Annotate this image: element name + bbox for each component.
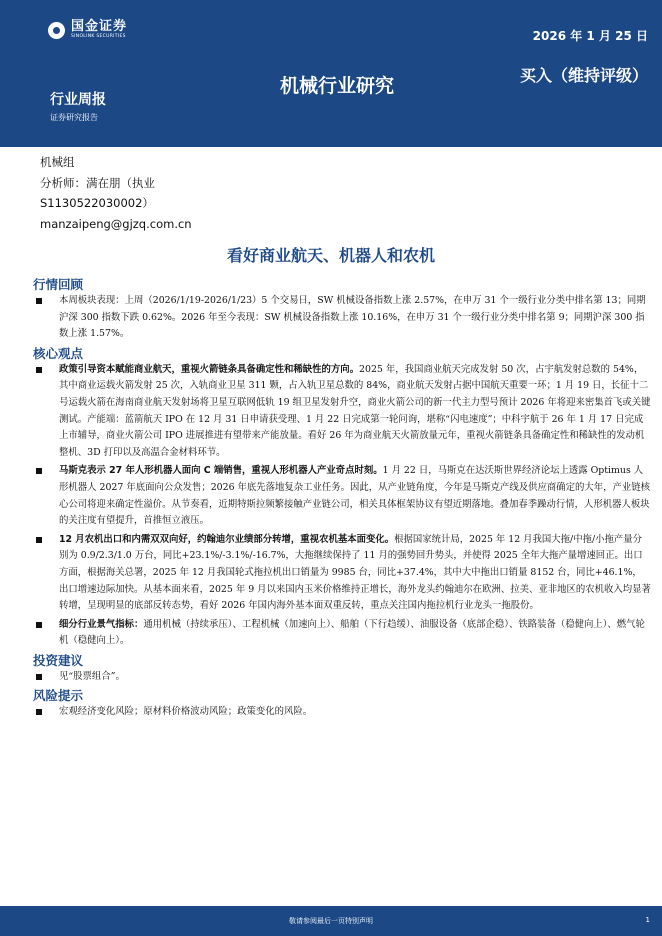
rating-badge: 买入（维持评级） <box>519 66 648 85</box>
view-item-indicators <box>33 617 651 650</box>
logo-name: 国金证券 <box>71 19 128 34</box>
logo-english-name: SINOLINK SECURITIES <box>71 34 126 39</box>
bullet-square-icon <box>36 367 42 373</box>
analyst-group: 机械组 <box>40 155 75 169</box>
report-body <box>33 276 651 721</box>
section-heading-advice: 投资建议 <box>33 652 84 668</box>
bullet-square-icon <box>36 298 42 304</box>
report-header <box>0 0 662 147</box>
analyst-name: 分析师：满在朋（执业 <box>40 175 155 190</box>
logo-circle-icon <box>48 22 65 39</box>
report-headline: 看好商业航天、机器人和农机 <box>226 246 435 265</box>
bullet-square-icon <box>36 709 42 715</box>
view-item-text: 1 月 22 日，马斯克在达沃斯世界经济论坛上透露 Optimus 人形机器人 2027 年底面向公众发售；2026 年底先落地复杂工业任务。因此，从产业链角度，今年是马斯克产线及供应商确定的大年，产业链核心公司将迎来确定性溢价。从节奏看，近期特斯拉频繁接触产业链公司，相关具体框架协议有望近期落地。叠加春季躁动行情，人形机器人板块的关注度有望提升，首推恒立液压。 <box>59 465 651 527</box>
view-item-text: 2025 年，我国商业航天完成发射 50 次，占宇航发射总数的 54%，其中商业运载火箭发射 25 次，入轨商业卫星 311 颗，占入轨卫星总数的 84%，商业航天发射占据中国航天重要一环；1 月 19 日，长征十二号运载火箭在海南商业航天发射场将卫星互联网低轨 19 组卫星发射升空，商业火箭公司的新一代主力型号预计 2026 年将迎来密集首飞或关键测试。产能端：蓝箭航天 IPO 在 12 月 31 日申请获受理、1 月 22 日完成第一轮问询，堪称“闪电速度”；中科宇航于 26 年 1 月 17 日完成上市辅导，商业火箭公司 IPO 进展推进有望带来产能放量。看好 26 年为商业航天火箭放量元年，重视火箭链条具备确定性和稀缺性的发动机整机、3D 打印以及高温合金材料环节。 <box>59 363 651 458</box>
footer-disclaimer: 敬请参阅最后一页特别声明 <box>289 917 373 925</box>
advice-paragraph: 见“股票组合”。 <box>33 669 651 686</box>
view-item-text: 根据国家统计局，2025 年 12 月我国大拖/中拖/小拖产量分别为 0.9/2.3/1.0 万台，同比+23.1%/-3.1%/-16.7%，大拖继续保持了 11 月的强势回升势头，并使得 2025 全年大拖产量增速回正。出口方面，根据海关总署，2025 年 12 月我国轮式拖拉机出口销量为 9985 台，同比+37.4%，其中大中拖出口销量 8152 台，同比+46.1%，出口增速边际加快。从基本面来看，2025 年 9 月以来国内玉米价格维持正增长，海外龙头约翰迪尔在欧洲、拉美、亚非地区的农机收入均显著转增，呈现明显的底部反转态势，看好 2026 年国内海外基本面双重反转，重点关注国内拖拉机行业龙头一拖股份。 <box>59 533 651 612</box>
report-subtype: 证券研究报告 <box>50 113 98 122</box>
report-date: 2026 年 1 月 25 日 <box>532 29 648 43</box>
page-number: 1 <box>645 916 650 924</box>
view-item-lead: 12 月农机出口和内需双双向好，约翰迪尔业绩部分转增，重视农机基本面变化。 <box>59 533 395 545</box>
bullet-square-icon <box>36 674 42 680</box>
report-type: 行业周报 <box>50 92 106 108</box>
analyst-info <box>40 152 192 234</box>
review-paragraph: 本周板块表现：上周（2026/1/19-2026/1/23）5 个交易日，SW 机械设备指数上涨 2.57%，在申万 31 个一级行业分类中排名第 13；同期沪深 300 指数下跌 0.62%。2026 年至今表现：SW 机械设备指数上涨 10.16%，在申万 31 个一级行业分类中排名第 9；同期沪深 300 指数上涨 1.57%。 <box>33 293 651 343</box>
bullet-square-icon <box>36 622 42 628</box>
view-item-robot <box>33 463 651 529</box>
analyst-license: S1130522030002） <box>40 196 154 210</box>
view-item-lead: 细分行业景气指标： <box>59 618 144 630</box>
report-title: 机械行业研究 <box>280 75 395 97</box>
section-heading-risk: 风险提示 <box>33 688 84 704</box>
section-heading-views: 核心观点 <box>33 345 84 361</box>
bullet-square-icon <box>36 537 42 543</box>
view-item-text: 通用机械（持续承压）、工程机械（加速向上）、船舶（下行趋缓）、油服设备（底部企稳）、铁路装备（稳健向上）、燃气轮机（稳健向上）。 <box>59 618 645 647</box>
view-item-aerospace <box>33 362 651 462</box>
company-logo <box>48 20 127 40</box>
view-item-lead: 政策引导资本赋能商业航天，重视火箭链条具备确定性和稀缺性的方向。 <box>59 363 360 375</box>
bullet-square-icon <box>36 468 42 474</box>
view-item-agri-machinery <box>33 532 651 615</box>
section-heading-review: 行情回顾 <box>33 277 84 292</box>
analyst-email[interactable]: manzaipeng@gjzq.com.cn <box>40 216 192 231</box>
report-footer <box>0 906 662 936</box>
view-item-lead: 马斯克表示 27 年人形机器人面向 C 端销售，重视人形机器人产业奇点时刻。 <box>59 465 383 477</box>
risk-paragraph: 宏观经济变化风险；原材料价格波动风险；政策变化的风险。 <box>33 704 651 721</box>
